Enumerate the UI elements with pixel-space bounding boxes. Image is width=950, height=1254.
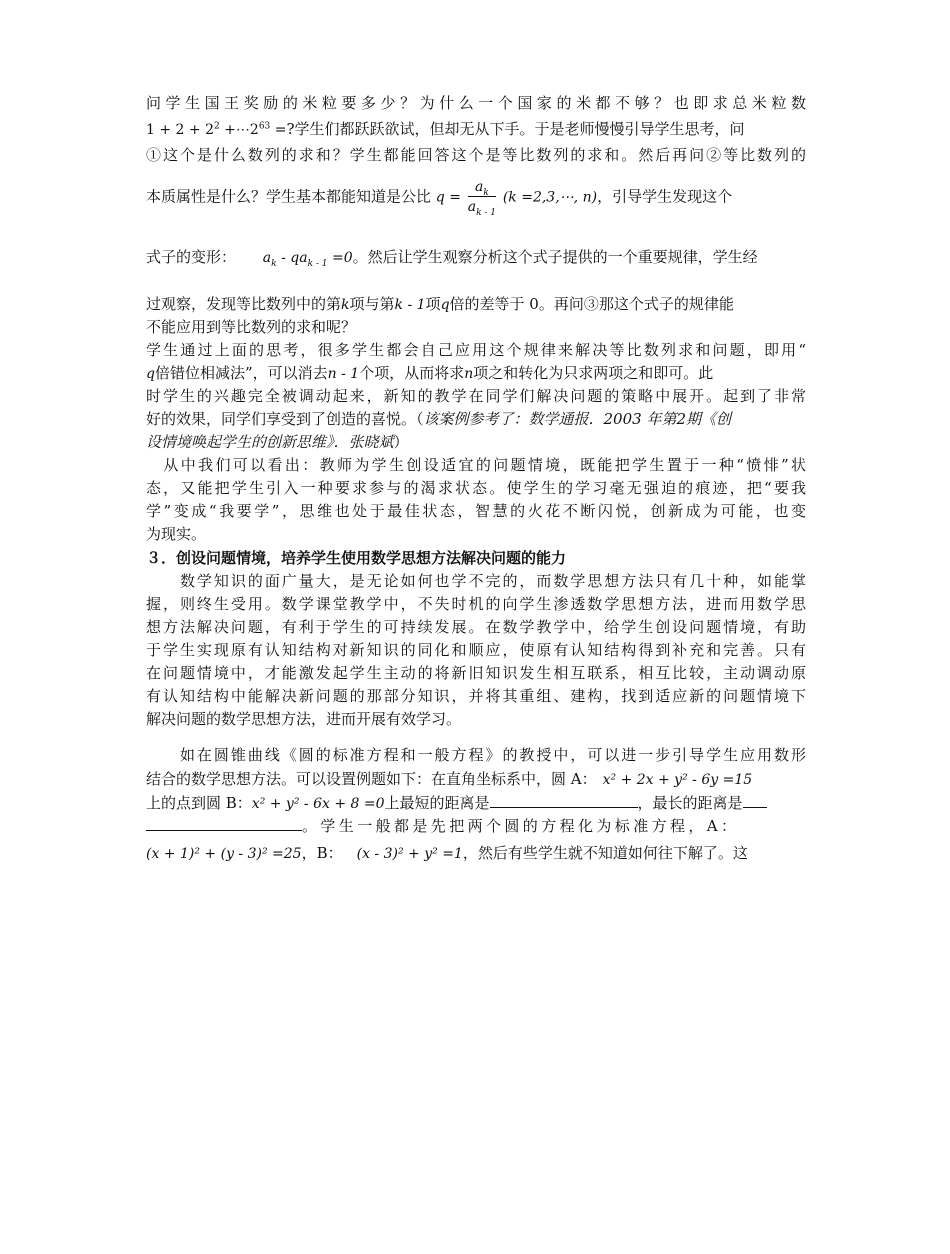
citation: 设情境唤起学生的创新思维》．张晓斌 <box>146 433 394 451</box>
math-sum: $1 + 2 + 2^2$ $+\cdots 2^{63}$ = <box>146 121 287 138</box>
paragraph-line: 想方法解决问题，有利于学生的可持续发展。在数学教学中，给学生创设问题情境，有助 <box>146 618 806 636</box>
paragraph-line: 在问题情境中，才能激发起学生主动的将新旧知识发生相互联系，相互比较，主动调动原 <box>146 664 806 682</box>
paragraph-line: 不能应用到等比数列的求和呢？ <box>146 318 357 336</box>
equation-circle-b: x² + y² - 6x + 8 =0 <box>251 796 385 812</box>
paragraph-line <box>146 178 732 217</box>
paragraph-line: 过观察，发现等比数列中的第k项与第k - 1项q倍的差等于 0。再问③那这个式子的规律能 <box>146 295 734 313</box>
section-heading: ３．创设问题情境，培养学生使用数学思想方法解决问题的能力 <box>146 549 567 567</box>
math-fraction: $\frac{a_k}{a_{k - 1}}$ <box>467 179 497 218</box>
paragraph-line: 学”变成“我要学”，思维也处于最佳状态，智慧的火花不断闪悦，创新成为可能，也变 <box>146 502 806 520</box>
paragraph-line: 。学生一般都是先把两个圆的方程化为标准方程，A： <box>146 815 739 838</box>
equation-circle-a: x² + 2x + y² - 6y =15 <box>602 772 753 788</box>
paragraph-line: 从中我们可以看出：教师为学生创设适宜的问题情境，既能把学生置于一种“愤悱”状 <box>146 456 806 474</box>
paragraph-line: 为现实。 <box>146 525 207 543</box>
paragraph-line <box>146 144 806 167</box>
text-run: 问学生国王奖励的米粒要多少？为什么一个国家的米都不够？也即求总米粒数 <box>146 94 806 112</box>
paragraph-line <box>146 92 806 115</box>
paragraph-line <box>146 246 758 270</box>
equation-standard-b: (x - 3)² + y² =1 <box>356 846 463 862</box>
paragraph-line: 时学生的兴趣完全被调动起来，新知的教学在同学们解决问题的策略中展开。起到了非常 <box>146 387 806 405</box>
answer-blank-longest[interactable] <box>743 793 767 808</box>
text-run: 式子的变形： <box>146 248 237 266</box>
paragraph-line: 于学生实现原有认知结构对新知识的同化和顺应，使原有认知结构得到补充和完善。只有 <box>146 641 806 659</box>
paragraph-line: 好的效果，同学们享受到了创造的喜悦。（该案例参考了：数学通报．2003 年第2期《创 <box>146 410 732 428</box>
paragraph-line: 学生通过上面的思考，很多学生都会自己应用这个规律来解决等比数列求和问题，即用“ <box>146 341 806 359</box>
paragraph-line: 设情境唤起学生的创新思维》．张晓斌） <box>146 433 409 451</box>
math-recurrence: $a_k - qa_{k - 1} =0$ <box>262 250 353 269</box>
paragraph-line: 解决问题的数学思想方法，进而开展有效学习。 <box>146 710 462 728</box>
paragraph-line: 数学知识的面广量大，是无论如何也学不完的，而数学思想方法只有几十种，如能掌 <box>146 572 806 590</box>
text-run: ①这个是什么数列的求和？学生都能回答这个是等比数列的求和。然后再问②等比数列的 <box>146 146 806 164</box>
paragraph-line: 如在圆锥曲线《圆的标准方程和一般方程》的教授中，可以进一步引导学生应用数形 <box>146 746 806 764</box>
paragraph-line: 结合的数学思想方法。可以设置例题如下：在直角坐标系中，圆 A： x² + 2x + y² - 6y =15 <box>146 770 753 788</box>
math-range: (k =2,3,⋯, n) <box>502 189 598 206</box>
text-run: ，引导学生发现这个 <box>597 187 733 206</box>
paragraph-line: (x + 1)² + (y - 3)² =25，B： (x - 3)² + y² =1，然后有些学生就不知道如何往下解了。这 <box>146 844 748 862</box>
paragraph-line: 上的点到圆 B：x² + y² - 6x + 8 =0上最短的距离是 ，最长的距离是 <box>146 792 767 816</box>
equation-standard-a: (x + 1)² + (y - 3)² =25 <box>146 846 302 862</box>
paragraph-line <box>146 118 745 142</box>
paragraph-line: 握，则终生受用。数学课堂教学中，不失时机的向学生渗透数学思想方法，进而用数学思 <box>146 595 806 613</box>
answer-blank-longest-cont[interactable] <box>146 816 302 831</box>
citation: 该案例参考了：数学通报．2003 年第2期《创 <box>423 410 732 428</box>
text-run: ?学生们都跃跃欲试，但却无从下手。于是老师慢慢引导学生思考，问 <box>286 120 745 138</box>
answer-blank-shortest[interactable] <box>490 793 638 808</box>
math-q: q = <box>435 189 461 206</box>
text-run: 本质属性是什么？学生基本都能知道是公比 <box>146 187 432 206</box>
paragraph-line: 态，又能把学生引入一种要求参与的渴求状态。使学生的学习毫无强迫的痕迹，把“要我 <box>146 479 806 497</box>
paragraph-line: q倍错位相减法”，可以消去n - 1个项，从而将求n项之和转化为只求两项之和即可。此 <box>146 364 714 382</box>
paragraph-line: 有认知结构中能解决新问题的那部分知识，并将其重组、建构，找到适应新的问题情境下 <box>146 687 806 705</box>
text-run: 。然后让学生观察分析这个式子提供的一个重要规律，学生经 <box>352 248 758 266</box>
